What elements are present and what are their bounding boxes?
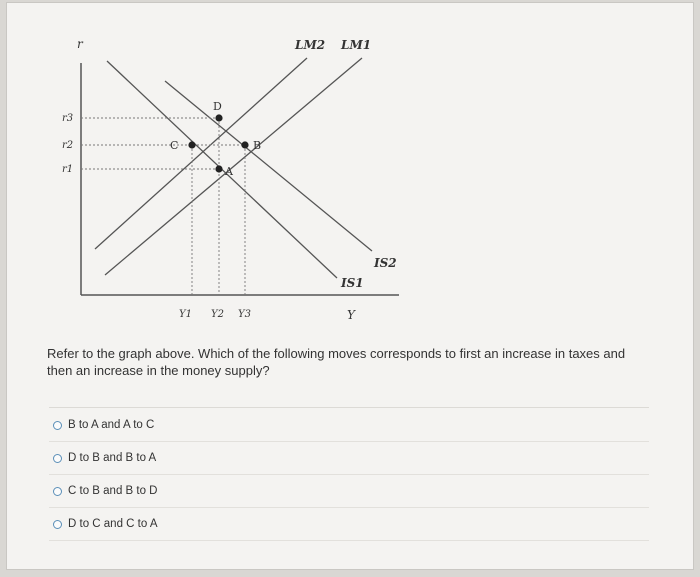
point-d [215,114,222,121]
option-d-c-c-a[interactable] [49,508,649,541]
divider [49,407,649,408]
option-label: D to C and C to A [68,518,158,530]
point-a [215,165,222,172]
r2-label: r2 [62,140,74,151]
r1-label: r1 [62,164,74,175]
point-b [241,141,248,148]
radio-button[interactable] [53,421,62,430]
islm-graph [7,3,695,343]
is1-label: IS1 [341,276,364,290]
point-c [188,141,195,148]
point-c-label: C [170,139,179,152]
r3-label: r3 [62,113,74,124]
guide-lines [81,118,245,295]
question-text: Refer to the graph above. Which of the following moves corresponds to first an increase in taxes and then an increase in the money supply? [47,346,626,378]
option-c-b-b-d[interactable] [49,475,649,508]
answer-options [49,409,649,541]
option-d-b-b-a[interactable] [49,442,649,475]
point-b-label: B [253,139,262,152]
is2-label: IS2 [374,256,397,270]
option-label: C to B and B to D [68,485,158,497]
point-d-label: D [213,100,222,113]
lm2-label: LM2 [295,38,326,52]
radio-button[interactable] [53,520,62,529]
option-label: B to A and A to C [68,419,155,431]
y-axis-label: r [77,37,83,51]
question-card [6,2,694,570]
radio-button[interactable] [53,454,62,463]
y2-label: Y2 [211,309,224,320]
lm1-label: LM1 [341,38,372,52]
point-a-label: A [225,165,233,178]
y3-label: Y3 [238,309,251,320]
option-b-a-a-c[interactable] [49,409,649,442]
radio-button[interactable] [53,487,62,496]
y1-label: Y1 [179,309,192,320]
lm1-curve [105,58,362,275]
is2-curve [165,81,372,251]
option-label: D to B and B to A [68,452,157,464]
x-axis-label: Y [347,308,355,322]
